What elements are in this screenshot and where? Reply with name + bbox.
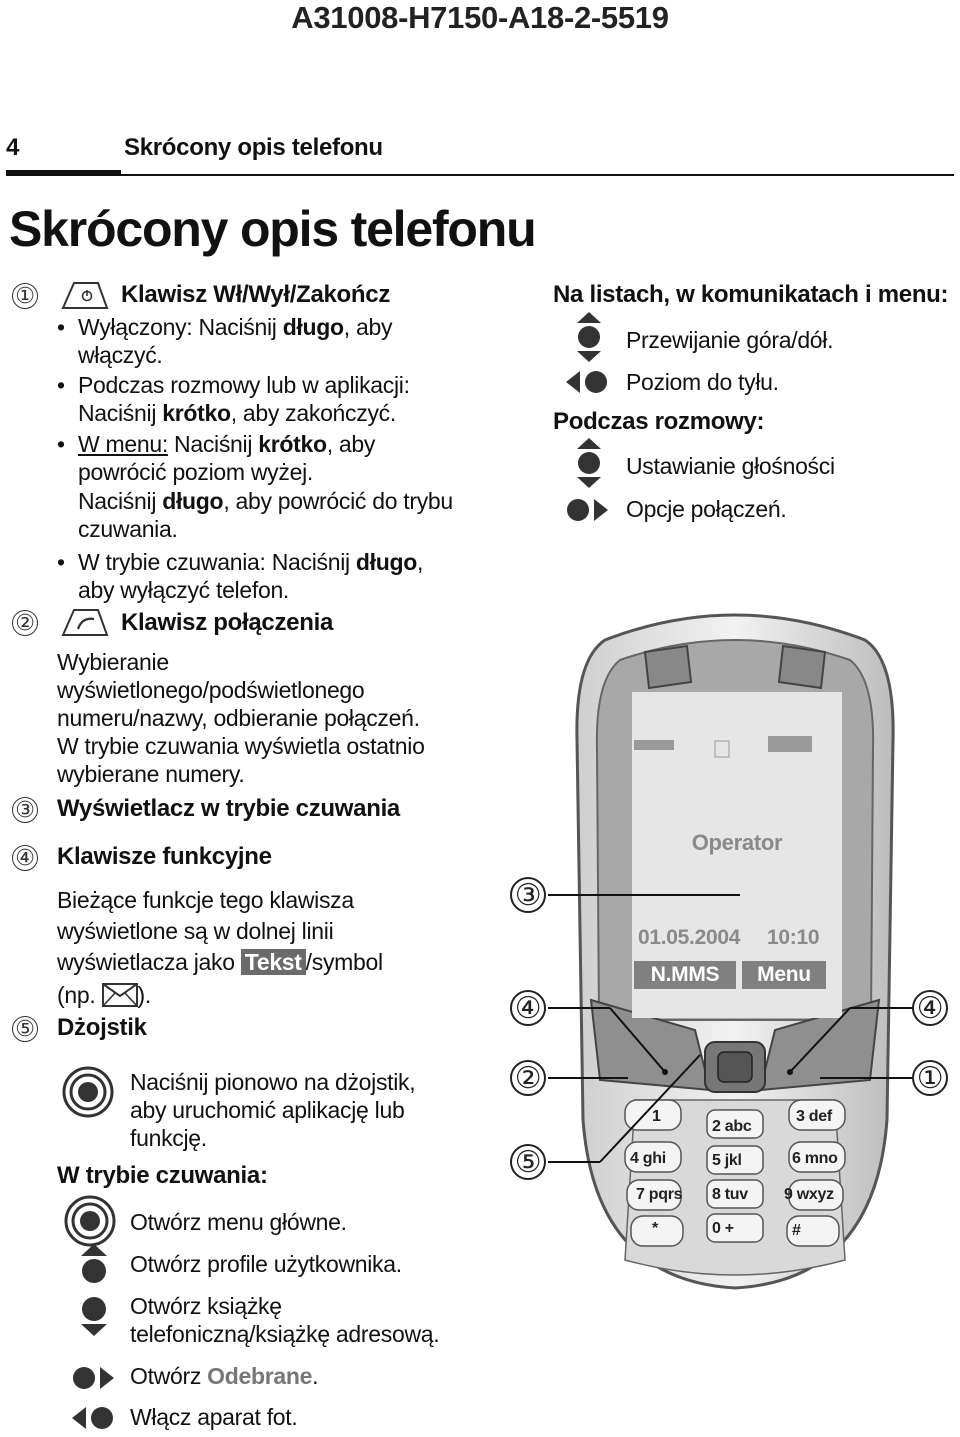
softkeys-heading: Klawisze funkcyjne [57, 843, 272, 870]
call-key-text-5: wybierane numery. [57, 761, 245, 787]
lists-scroll-text: Przewijanie góra/dół. [626, 327, 834, 353]
joystick-press-icon-2 [64, 1195, 116, 1247]
header-rule [121, 174, 954, 176]
end-key-heading: Klawisz Wł/Wył/Zakończ [121, 281, 391, 308]
call-volume-text: Ustawianie głośności [626, 453, 835, 479]
phone-key-2: 2 abc [712, 1118, 752, 1135]
standby-text-profiles: Otwórz profile użytkownika. [130, 1251, 402, 1277]
end-key-bullet-3-cont: powrócić poziom wyżej. [78, 459, 313, 485]
joystick-down-icon [77, 1296, 111, 1336]
phone-key-4: 4 ghi [630, 1150, 666, 1167]
callout-number-5: ⑤ [12, 1016, 38, 1042]
end-key-bullet-2: • Podczas rozmowy lub w aplikacji: [78, 371, 410, 399]
call-key-text-4: W trybie czuwania wyświetla ostatnio [57, 733, 425, 759]
document-code: A31008-H7150-A18-2-5519 [291, 0, 669, 35]
phone-date: 01.05.2004 [638, 926, 741, 949]
lists-back-text: Poziom do tyłu. [626, 369, 779, 395]
end-key-bullet-4: • W trybie czuwania: Naciśnij długo, [78, 548, 423, 576]
call-heading: Podczas rozmowy: [553, 408, 765, 435]
standby-heading: W trybie czuwania: [57, 1162, 268, 1189]
end-key-bullet-1: • Wyłączony: Naciśnij długo, aby [78, 313, 392, 341]
joystick-up-icon [77, 1244, 111, 1284]
softkeys-text-3: wyświetlacza jako Tekst /symbol [57, 949, 383, 975]
joystick-left-icon-2 [566, 370, 608, 394]
joystick-press-text-3: funkcję. [130, 1125, 207, 1151]
softkeys-text-1: Bieżące funkcje tego klawisza [57, 887, 354, 913]
phone-softkey-left: N.MMS [634, 961, 736, 989]
joystick-updown-icon-2 [572, 438, 606, 488]
phone-key-8: 8 tuv [712, 1186, 748, 1203]
joystick-updown-icon [572, 312, 606, 362]
joystick-right-icon [72, 1366, 114, 1390]
call-key-icon [60, 607, 110, 637]
envelope-icon [102, 983, 138, 1007]
callout-number-4: ④ [12, 845, 38, 871]
joystick-heading: Dżojstik [57, 1014, 147, 1041]
end-key-bullet-3: • W menu: Naciśnij krótko, aby [78, 430, 375, 458]
phone-operator: Operator [691, 830, 783, 855]
phone-callout-1: ① [912, 1060, 948, 1096]
header-rule-thick [6, 170, 121, 176]
joystick-left-icon [72, 1406, 114, 1430]
phone-key-9: 9 wxyz [784, 1186, 834, 1203]
call-key-text-1: Wybieranie [57, 649, 169, 675]
phone-key-3: 3 def [796, 1108, 832, 1125]
phone-key-6: 6 mno [792, 1150, 838, 1167]
callout-lines [540, 880, 960, 1180]
phone-softkey-right: Menu [742, 961, 826, 989]
battery-icon [768, 736, 812, 752]
end-key-bullet-2-cont: Naciśnij krótko, aby zakończyć. [78, 400, 396, 426]
joystick-right-icon-2 [566, 498, 608, 522]
display-heading: Wyświetlacz w trybie czuwania [57, 795, 400, 822]
callout-number-2: ② [12, 610, 38, 636]
call-key-heading: Klawisz połączenia [121, 609, 334, 636]
phone-key-5: 5 jkl [712, 1152, 742, 1169]
softkeys-text-4: (np. ). [57, 982, 151, 1008]
phone-callout-2: ② [510, 1060, 546, 1096]
page-number: 4 [6, 134, 20, 161]
running-title: Skrócony opis telefonu [124, 134, 383, 161]
end-key-icon [60, 280, 110, 310]
standby-text-camera: Włącz aparat fot. [130, 1404, 298, 1430]
standby-text-phonebook-1: Otwórz książkę [130, 1293, 282, 1319]
phone-key-1: 1 [652, 1108, 661, 1125]
phone-key-star: * [652, 1220, 658, 1237]
call-options-text: Opcje połączeń. [626, 496, 787, 522]
callout-number-3: ③ [12, 797, 38, 823]
call-key-text-3: numeru/nazwy, odbieranie połączeń. [57, 705, 420, 731]
signal-icon [634, 738, 678, 752]
phone-callout-5: ⑤ [510, 1144, 546, 1180]
joystick-press-text-1: Naciśnij pionowo na dżojstik, [130, 1069, 416, 1095]
phone-key-hash: # [792, 1222, 801, 1239]
phone-key-0: 0 + [712, 1220, 734, 1237]
page-title: Skrócony opis telefonu [9, 201, 536, 257]
lists-heading: Na listach, w komunikatach i menu: [553, 281, 949, 308]
tekst-highlight: Tekst [241, 949, 306, 975]
standby-text-phonebook-2: telefoniczną/książkę adresową. [130, 1321, 440, 1347]
phone-time: 10:10 [767, 926, 820, 949]
end-key-bullet-4-cont: aby wyłączyć telefon. [78, 577, 290, 603]
callout-number-1: ① [12, 283, 38, 309]
phone-key-7: 7 pqrs [636, 1186, 683, 1203]
standby-text-received: Otwórz Odebrane. [130, 1363, 319, 1389]
joystick-press-icon [62, 1066, 114, 1118]
standby-text-main-menu: Otwórz menu główne. [130, 1209, 347, 1235]
softkeys-text-2: wyświetlone są w dolnej linii [57, 918, 334, 944]
phone-callout-4-right: ④ [912, 990, 948, 1026]
phone-callout-3: ③ [510, 877, 546, 913]
end-key-bullet-1-cont: włączyć. [78, 342, 163, 368]
phone-callout-4-left: ④ [510, 990, 546, 1026]
gprs-icon [714, 740, 730, 758]
call-key-text-2: wyświetlonego/podświetlonego [57, 677, 365, 703]
end-key-bullet-3-cont2: Naciśnij długo, aby powrócić do trybu [78, 488, 453, 514]
end-key-bullet-3-cont3: czuwania. [78, 516, 178, 542]
joystick-press-text-2: aby uruchomić aplikację lub [130, 1097, 405, 1123]
